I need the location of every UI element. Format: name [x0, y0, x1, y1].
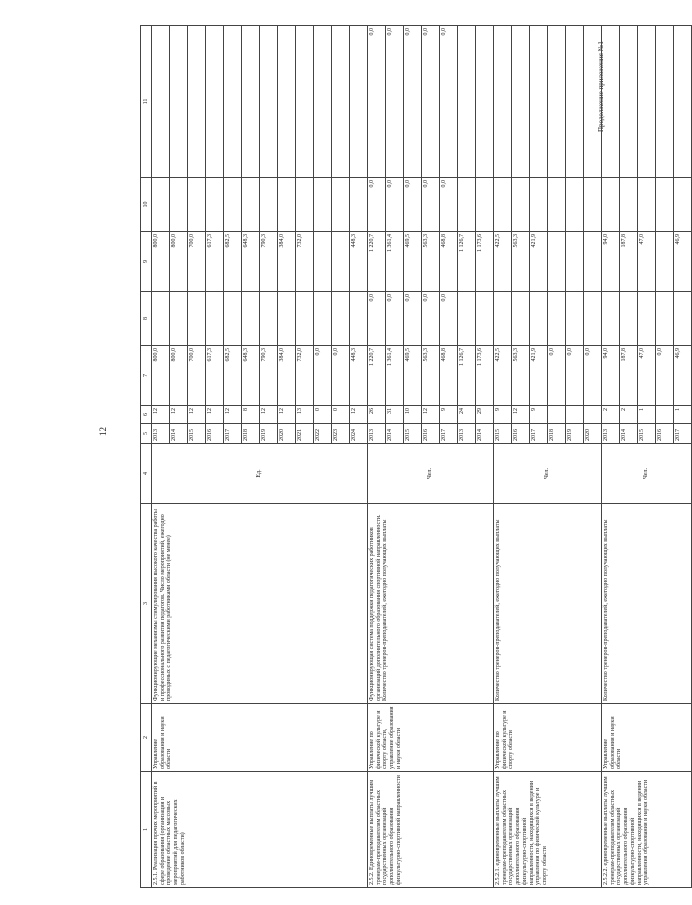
year-cell: 2014	[386, 424, 404, 444]
value-cell-c7: 563,3	[422, 346, 440, 406]
column-number: 7	[141, 346, 152, 406]
year-cell: 2013	[368, 424, 386, 444]
value-cell-c6: 12	[152, 406, 170, 424]
value-cell-c7: 47,0	[638, 346, 656, 406]
year-cell: 2018	[242, 424, 260, 444]
measure-cell: 2.5.2. Единовременные выплаты лучшим тренерам-преподавателям областных государственных организаций дополнительного образования физкультурно-спортивной направленности	[368, 772, 494, 888]
value-cell-c10	[224, 178, 242, 232]
value-cell-c10	[458, 178, 476, 232]
value-cell-c8	[548, 292, 566, 346]
value-cell-c8	[260, 292, 278, 346]
column-number: 5	[141, 424, 152, 444]
value-cell-c8	[314, 292, 332, 346]
value-cell-c6: 12	[224, 406, 242, 424]
value-cell-c8	[638, 292, 656, 346]
header-row	[141, 26, 152, 888]
year-cell: 2013	[602, 424, 620, 444]
value-cell-c10	[314, 178, 332, 232]
value-cell-c9: 448,3	[350, 232, 368, 292]
executor-cell: Управление образования и науки области	[152, 704, 368, 772]
value-cell-c6: 12	[422, 406, 440, 424]
value-cell-c9: 469,5	[404, 232, 422, 292]
executor-cell: Управление образования и науки области	[602, 704, 692, 772]
table-row	[368, 26, 386, 888]
value-cell-c9: 468,8	[440, 232, 458, 292]
value-cell-c7: 1 220,7	[368, 346, 386, 406]
value-cell-c6: 0	[332, 406, 350, 424]
value-cell-c8: 0,0	[404, 292, 422, 346]
value-cell-c10	[188, 178, 206, 232]
year-cell: 2019	[260, 424, 278, 444]
table-row	[602, 26, 620, 888]
value-cell-c11	[584, 26, 602, 178]
year-cell: 2019	[566, 424, 584, 444]
value-cell-c7: 0,0	[656, 346, 674, 406]
value-cell-c8: 0,0	[440, 292, 458, 346]
year-cell: 2017	[224, 424, 242, 444]
year-cell: 2014	[620, 424, 638, 444]
value-cell-c7: 46,9	[674, 346, 692, 406]
value-cell-c10	[206, 178, 224, 232]
value-cell-c8	[494, 292, 512, 346]
value-cell-c10: 0,0	[368, 178, 386, 232]
value-cell-c7: 1 126,7	[458, 346, 476, 406]
value-cell-c6	[566, 406, 584, 424]
value-cell-c9: 800,0	[170, 232, 188, 292]
value-cell-c9	[332, 232, 350, 292]
year-cell: 2020	[278, 424, 296, 444]
indicator-cell: Количество тренеров-преподавателей, ежегодно получающих выплаты	[494, 504, 602, 704]
value-cell-c11	[314, 26, 332, 178]
value-cell-c6: 9	[494, 406, 512, 424]
value-cell-c10	[152, 178, 170, 232]
value-cell-c6: 12	[206, 406, 224, 424]
value-cell-c8	[674, 292, 692, 346]
value-cell-c10	[242, 178, 260, 232]
value-cell-c7: 469,5	[404, 346, 422, 406]
value-cell-c6: 8	[242, 406, 260, 424]
value-cell-c8	[350, 292, 368, 346]
year-cell: 2020	[584, 424, 602, 444]
value-cell-c11	[638, 26, 656, 178]
value-cell-c8	[170, 292, 188, 346]
year-cell: 2016	[206, 424, 224, 444]
value-cell-c10	[638, 178, 656, 232]
value-cell-c7: 800,0	[170, 346, 188, 406]
value-cell-c6: 31	[386, 406, 404, 424]
value-cell-c7: 1 173,6	[476, 346, 494, 406]
value-cell-c6	[584, 406, 602, 424]
year-cell: 2022	[314, 424, 332, 444]
year-cell: 2023	[332, 424, 350, 444]
value-cell-c10	[332, 178, 350, 232]
year-cell: 2017	[530, 424, 548, 444]
value-cell-c6: 29	[476, 406, 494, 424]
value-cell-c11	[566, 26, 584, 178]
value-cell-c11	[170, 26, 188, 178]
column-number: 10	[141, 178, 152, 232]
value-cell-c10: 0,0	[440, 178, 458, 232]
value-cell-c6: 12	[278, 406, 296, 424]
value-cell-c10	[656, 178, 674, 232]
measure-cell: 2.5.1. Реализация прочих мероприятий в сфере образования (организация и проведение областных массовых мероприятий для педагогических работников области)	[152, 772, 368, 888]
value-cell-c6: 9	[440, 406, 458, 424]
value-cell-c8	[584, 292, 602, 346]
value-cell-c9: 790,3	[260, 232, 278, 292]
year-cell: 2017	[674, 424, 692, 444]
year-cell: 2015	[404, 424, 422, 444]
value-cell-c6: 0	[314, 406, 332, 424]
value-cell-c10: 0,0	[422, 178, 440, 232]
value-cell-c7: 648,3	[242, 346, 260, 406]
value-cell-c7: 0,0	[332, 346, 350, 406]
value-cell-c10	[278, 178, 296, 232]
value-cell-c6	[548, 406, 566, 424]
value-cell-c7: 1 361,4	[386, 346, 404, 406]
value-cell-c10	[476, 178, 494, 232]
measure-cell: 2.5.2.1. единовременные выплаты лучшим тренерам-преподавателям областных государственных организаций дополнительного образования физкультурно-спортивной направленности, находящихся в ведении управления по физической культуре и спорту области	[494, 772, 602, 888]
value-cell-c10	[530, 178, 548, 232]
value-cell-c11	[152, 26, 170, 178]
value-cell-c10	[512, 178, 530, 232]
value-cell-c7: 0,0	[314, 346, 332, 406]
value-cell-c9: 384,0	[278, 232, 296, 292]
program-measures-table	[140, 25, 692, 888]
value-cell-c7: 700,0	[188, 346, 206, 406]
value-cell-c9: 648,3	[242, 232, 260, 292]
value-cell-c11	[332, 26, 350, 178]
value-cell-c6: 10	[404, 406, 422, 424]
value-cell-c6: 1	[638, 406, 656, 424]
value-cell-c11	[350, 26, 368, 178]
value-cell-c10: 0,0	[404, 178, 422, 232]
value-cell-c9: 732,0	[296, 232, 314, 292]
table-row	[152, 26, 170, 888]
value-cell-c11	[296, 26, 314, 178]
value-cell-c10	[494, 178, 512, 232]
value-cell-c6: 2	[620, 406, 638, 424]
value-cell-c6: 12	[170, 406, 188, 424]
value-cell-c11	[458, 26, 476, 178]
value-cell-c10	[548, 178, 566, 232]
value-cell-c10	[566, 178, 584, 232]
value-cell-c9: 563,3	[512, 232, 530, 292]
column-number: 2	[141, 704, 152, 772]
unit-cell: Чел.	[602, 444, 692, 504]
table-row	[494, 26, 512, 888]
value-cell-c10	[602, 178, 620, 232]
value-cell-c9	[314, 232, 332, 292]
executor-cell: Управление по физической культуре и спорту области	[494, 704, 602, 772]
column-number: 8	[141, 292, 152, 346]
year-cell: 2016	[422, 424, 440, 444]
value-cell-c6: 1	[674, 406, 692, 424]
value-cell-c11: 0,0	[422, 26, 440, 178]
value-cell-c11: 0,0	[404, 26, 422, 178]
value-cell-c9: 94,0	[602, 232, 620, 292]
value-cell-c11	[242, 26, 260, 178]
value-cell-c9: 682,5	[224, 232, 242, 292]
value-cell-c8	[458, 292, 476, 346]
value-cell-c9: 187,8	[620, 232, 638, 292]
value-cell-c7: 800,0	[152, 346, 170, 406]
year-cell: 2021	[296, 424, 314, 444]
value-cell-c8	[188, 292, 206, 346]
value-cell-c11	[206, 26, 224, 178]
value-cell-c9: 422,5	[494, 232, 512, 292]
value-cell-c10: 0,0	[386, 178, 404, 232]
value-cell-c8: 0,0	[422, 292, 440, 346]
value-cell-c11	[674, 26, 692, 178]
year-cell: 2014	[170, 424, 188, 444]
value-cell-c11	[548, 26, 566, 178]
value-cell-c8	[530, 292, 548, 346]
value-cell-c9	[656, 232, 674, 292]
unit-cell: Чел.	[368, 444, 494, 504]
value-cell-c8	[512, 292, 530, 346]
value-cell-c7: 790,3	[260, 346, 278, 406]
value-cell-c8	[620, 292, 638, 346]
value-cell-c8	[602, 292, 620, 346]
value-cell-c11	[602, 26, 620, 178]
value-cell-c7: 617,3	[206, 346, 224, 406]
year-cell: 2016	[512, 424, 530, 444]
year-cell: 2015	[638, 424, 656, 444]
value-cell-c9: 1 173,6	[476, 232, 494, 292]
value-cell-c7: 0,0	[548, 346, 566, 406]
value-cell-c11	[530, 26, 548, 178]
value-cell-c7: 0,0	[584, 346, 602, 406]
column-number: 3	[141, 504, 152, 704]
value-cell-c9	[584, 232, 602, 292]
value-cell-c11	[512, 26, 530, 178]
value-cell-c8	[278, 292, 296, 346]
year-cell: 2013	[458, 424, 476, 444]
value-cell-c10	[620, 178, 638, 232]
value-cell-c11	[656, 26, 674, 178]
value-cell-c6: 12	[260, 406, 278, 424]
value-cell-c8: 0,0	[386, 292, 404, 346]
value-cell-c7: 0,0	[566, 346, 584, 406]
value-cell-c11: 0,0	[386, 26, 404, 178]
value-cell-c9: 563,3	[422, 232, 440, 292]
value-cell-c8: 0,0	[368, 292, 386, 346]
value-cell-c9: 617,3	[206, 232, 224, 292]
value-cell-c6: 9	[530, 406, 548, 424]
year-cell: 2016	[656, 424, 674, 444]
year-cell: 2013	[152, 424, 170, 444]
value-cell-c7: 94,0	[602, 346, 620, 406]
value-cell-c11	[260, 26, 278, 178]
value-cell-c8	[242, 292, 260, 346]
value-cell-c6: 24	[458, 406, 476, 424]
value-cell-c7: 682,5	[224, 346, 242, 406]
column-number: 9	[141, 232, 152, 292]
column-number: 1	[141, 772, 152, 888]
value-cell-c9: 421,9	[530, 232, 548, 292]
value-cell-c6: 12	[350, 406, 368, 424]
value-cell-c9: 1 126,7	[458, 232, 476, 292]
value-cell-c8	[152, 292, 170, 346]
attachment-note: Продолжение приложения №1	[597, 41, 605, 132]
year-cell: 2014	[476, 424, 494, 444]
value-cell-c9: 800,0	[152, 232, 170, 292]
executor-cell: Управление по физической культуре и спорту области, управление образования и науки области	[368, 704, 494, 772]
value-cell-c8	[656, 292, 674, 346]
value-cell-c8	[296, 292, 314, 346]
value-cell-c6	[656, 406, 674, 424]
value-cell-c7: 732,0	[296, 346, 314, 406]
value-cell-c11: 0,0	[368, 26, 386, 178]
year-cell: 2015	[494, 424, 512, 444]
value-cell-c10	[170, 178, 188, 232]
value-cell-c9: 46,9	[674, 232, 692, 292]
value-cell-c6: 26	[368, 406, 386, 424]
value-cell-c9: 700,0	[188, 232, 206, 292]
value-cell-c8	[476, 292, 494, 346]
indicator-cell: Функционирующая система поддержки педагогических работников организаций дополнительного образования спортивной направленности. Количество тренеров-преподавателей, ежегодно получающих выплаты	[368, 504, 494, 704]
value-cell-c6: 12	[512, 406, 530, 424]
column-number: 6	[141, 406, 152, 424]
value-cell-c9: 47,0	[638, 232, 656, 292]
value-cell-c11	[620, 26, 638, 178]
value-cell-c11	[278, 26, 296, 178]
value-cell-c7: 563,3	[512, 346, 530, 406]
value-cell-c11: 0,0	[440, 26, 458, 178]
year-cell: 2018	[548, 424, 566, 444]
year-cell: 2024	[350, 424, 368, 444]
value-cell-c8	[566, 292, 584, 346]
page-number: 12	[98, 427, 108, 436]
value-cell-c9: 1 220,7	[368, 232, 386, 292]
value-cell-c9	[566, 232, 584, 292]
unit-cell: Ед.	[152, 444, 368, 504]
value-cell-c7: 421,9	[530, 346, 548, 406]
value-cell-c10	[674, 178, 692, 232]
value-cell-c11	[494, 26, 512, 178]
value-cell-c8	[224, 292, 242, 346]
indicator-cell: Функционирующие механизмы стимулирования высокого качества работы и профессионального развития педагогов. Число мероприятий, ежегодно проводимых с педагогическими работниками области (не менее)	[152, 504, 368, 704]
value-cell-c11	[188, 26, 206, 178]
value-cell-c7: 422,5	[494, 346, 512, 406]
value-cell-c6: 13	[296, 406, 314, 424]
value-cell-c8	[332, 292, 350, 346]
value-cell-c9	[548, 232, 566, 292]
unit-cell: Чел.	[494, 444, 602, 504]
value-cell-c6: 12	[188, 406, 206, 424]
value-cell-c7: 468,8	[440, 346, 458, 406]
value-cell-c10	[350, 178, 368, 232]
year-cell: 2015	[188, 424, 206, 444]
value-cell-c7: 187,8	[620, 346, 638, 406]
value-cell-c6: 2	[602, 406, 620, 424]
value-cell-c9: 1 361,4	[386, 232, 404, 292]
value-cell-c11	[224, 26, 242, 178]
measure-cell: 2.5.2.2. единовременные выплаты лучшим тренерам-преподавателям областных государственных организаций дополнительного образования физкультурно-спортивной направленности, находящихся в ведении управления образования и науки области	[602, 772, 692, 888]
value-cell-c11	[476, 26, 494, 178]
value-cell-c8	[206, 292, 224, 346]
value-cell-c7: 448,3	[350, 346, 368, 406]
year-cell: 2017	[440, 424, 458, 444]
value-cell-c10	[296, 178, 314, 232]
column-number: 4	[141, 444, 152, 504]
value-cell-c10	[584, 178, 602, 232]
value-cell-c10	[260, 178, 278, 232]
indicator-cell: Количество тренеров-преподавателей, ежегодно получающих выплаты	[602, 504, 692, 704]
column-number: 11	[141, 26, 152, 178]
value-cell-c7: 384,0	[278, 346, 296, 406]
